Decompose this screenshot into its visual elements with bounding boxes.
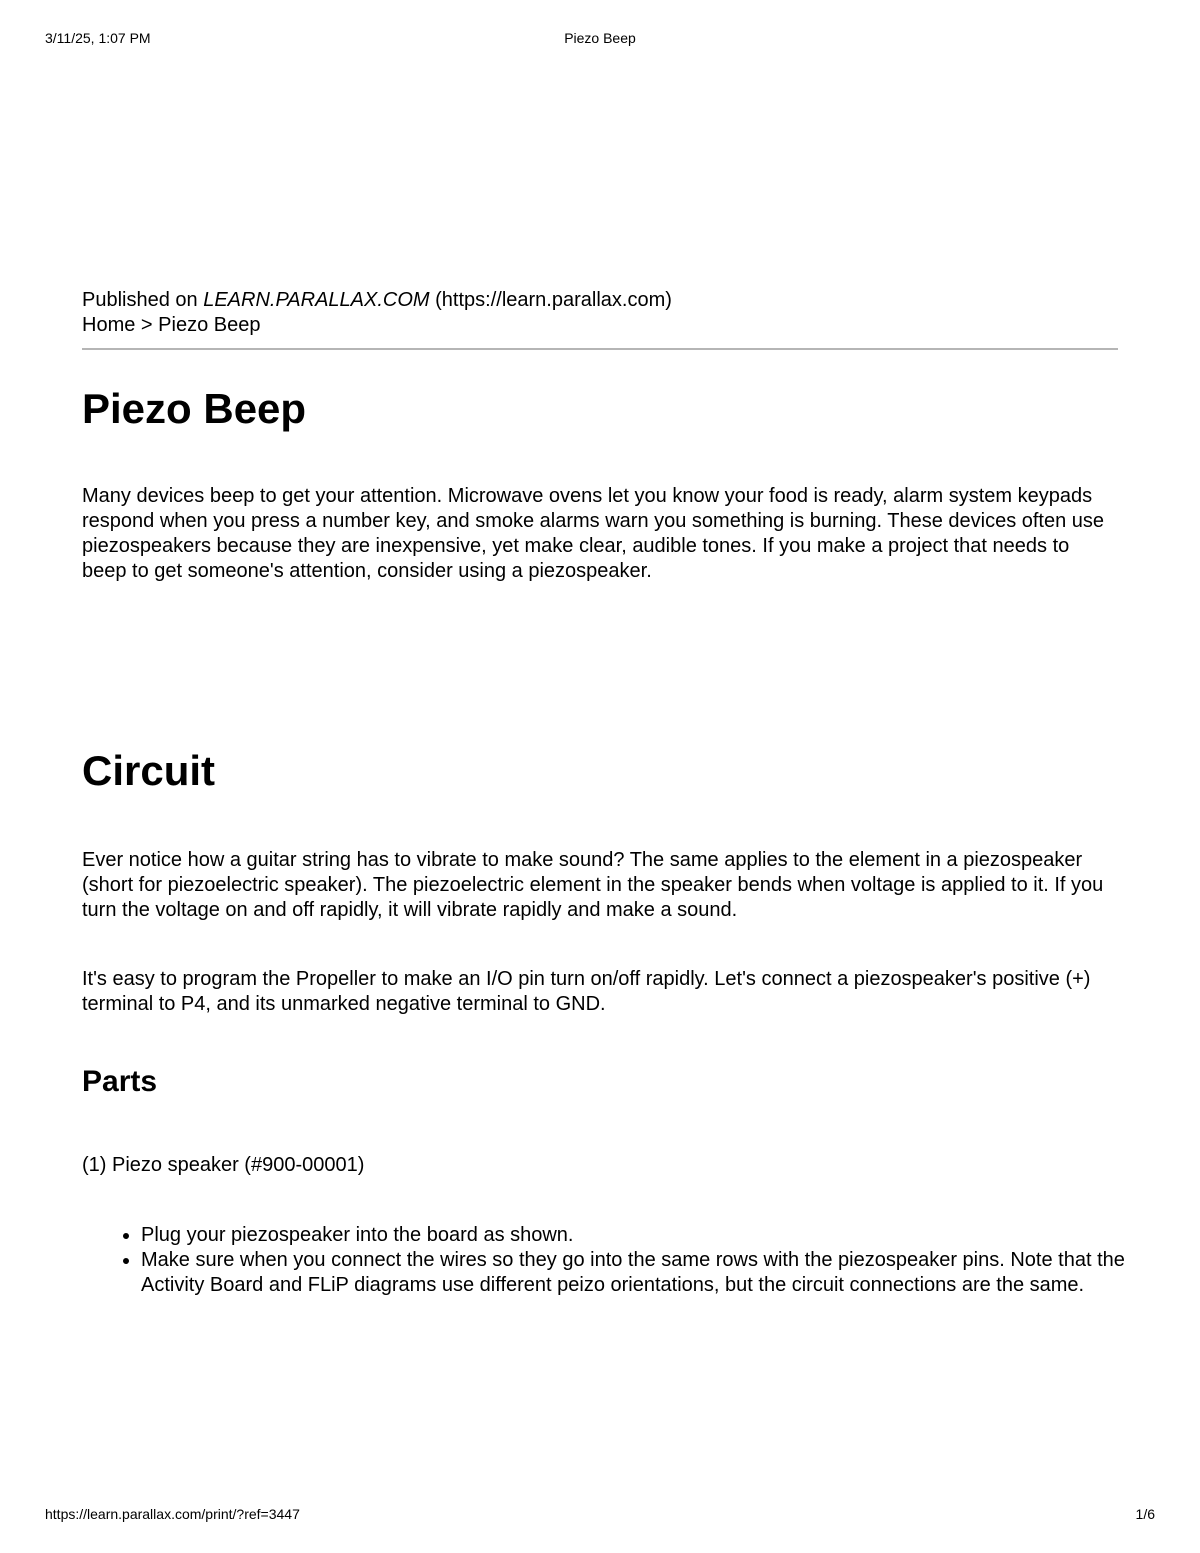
print-doc-title: Piezo Beep — [564, 30, 636, 46]
intro-paragraph: Many devices beep to get your attention. Microwave ovens let you know your food is ready, alarm system keypads respond when you press a number key, and smoke alarms warn you something is burning. These devices often use piezospeakers because they are inexpensive, yet make clear, audible tones. If you make a project that needs to beep to get someone's attention, consider using a piezospeaker. — [82, 485, 1105, 582]
print-footer-url: https://learn.parallax.com/print/?ref=3447 — [45, 1506, 300, 1522]
breadcrumb-current: Piezo Beep — [158, 314, 261, 336]
breadcrumb-separator: > — [135, 314, 159, 336]
steps-list — [82, 1223, 1177, 1298]
list-item: • Plug your piezospeaker into the board as shown. — [141, 1223, 1177, 1248]
parts-item: (1) Piezo speaker (#900-00001) — [82, 1154, 365, 1176]
list-item: • Make sure when you connect the wires so they go into the same rows with the piezospeaker pins. Note that the Activity Board and FLiP diagrams use different peizo orientations, but the circuit connections are the same. — [141, 1248, 1177, 1298]
page-title: Piezo Beep — [82, 385, 307, 432]
published-site: LEARN.PARALLAX.COM — [203, 289, 430, 311]
circuit-heading: Circuit — [82, 747, 216, 794]
published-line — [82, 288, 1118, 313]
published-url: (https://learn.parallax.com) — [429, 289, 672, 311]
parts-heading: Parts — [82, 1065, 158, 1098]
header-divider — [82, 348, 1118, 350]
print-date: 3/11/25, 1:07 PM — [45, 30, 151, 46]
breadcrumb — [82, 313, 1118, 338]
page-number: 1/6 — [1135, 1506, 1155, 1522]
print-header — [45, 30, 1155, 50]
circuit-paragraph-2: It's easy to program the Propeller to make an I/O pin turn on/off rapidly. Let's connect a piezospeaker's positive (+) terminal to P4, and its unmarked negative terminal to GND. — [82, 968, 1091, 1015]
published-prefix: Published on — [82, 289, 204, 311]
print-footer — [45, 1506, 1155, 1526]
breadcrumb-home-link[interactable]: Home — [82, 314, 136, 336]
page-content — [82, 288, 1125, 1296]
circuit-paragraph-1: Ever notice how a guitar string has to vibrate to make sound? The same applies to the element in a piezospeaker (short for piezoelectric speaker). The piezoelectric element in the speaker bends when voltage is applied to it. If you turn the voltage on and off rapidly, it will vibrate rapidly and make a sound. — [82, 849, 1104, 921]
